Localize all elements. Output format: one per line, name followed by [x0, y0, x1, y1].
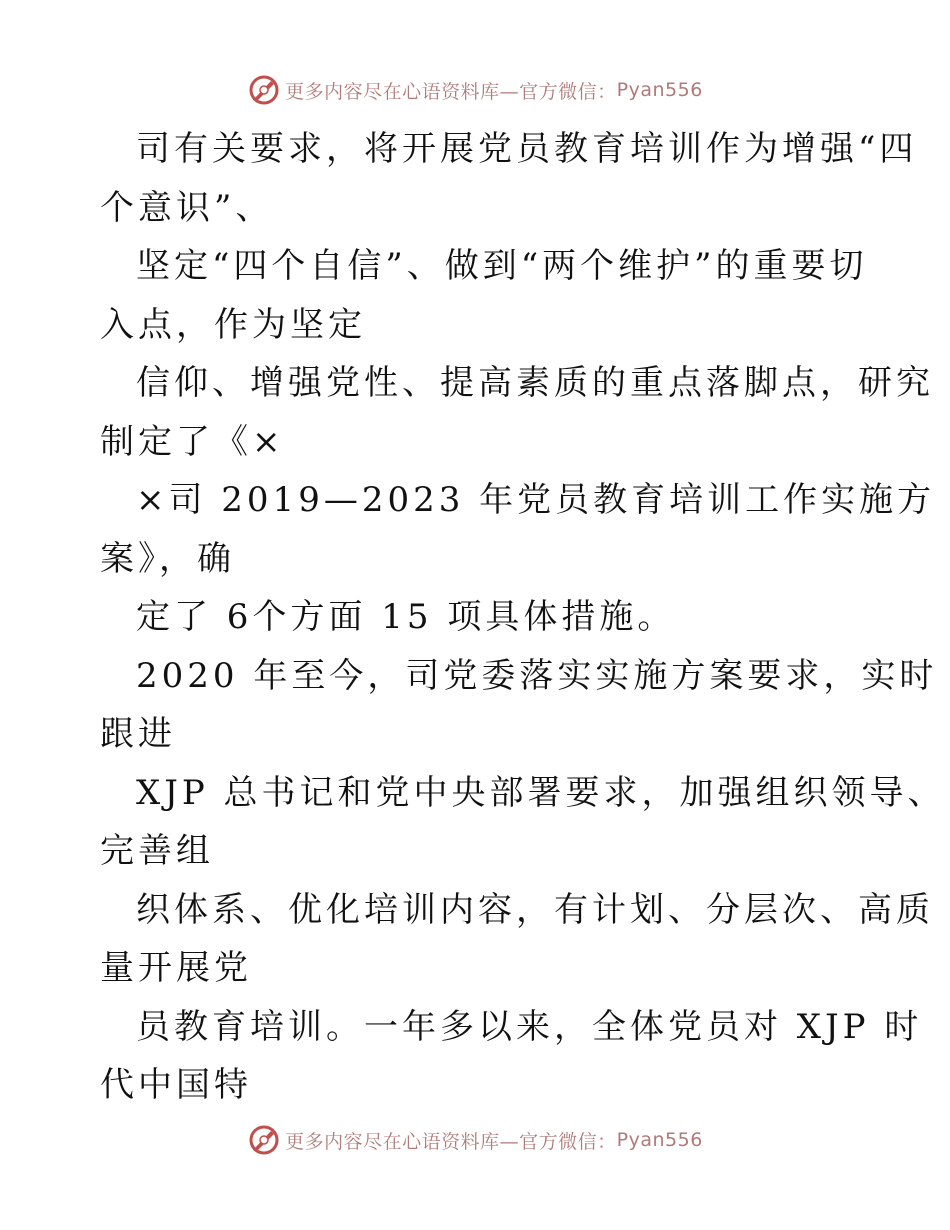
quill-logo-icon	[247, 1123, 281, 1157]
body-line: ×司 2019—2023 年党员教育培训工作实施方	[136, 480, 936, 520]
body-line: 代中国特	[100, 1065, 252, 1105]
body-line: 个意识”、	[100, 187, 274, 228]
watermark-text: 更多内容尽在心语资料库—官方微信：	[285, 1130, 617, 1153]
body-line: 制定了《×	[100, 421, 285, 462]
body-line: 司有关要求，将开展党员教育培训作为增强“四	[136, 129, 918, 169]
header-watermark	[0, 70, 950, 110]
body-line: 织体系、优化培训内容，有计划、分层次、高质	[136, 889, 934, 930]
footer-watermark	[0, 1120, 950, 1160]
body-line: 信仰、增强党性、提高素质的重点落脚点，研究	[136, 363, 934, 403]
watermark-wechat-id: Pyan556	[616, 1129, 703, 1151]
body-line: 量开展党	[100, 948, 252, 988]
document-body	[100, 120, 946, 1115]
quill-logo-icon	[247, 73, 281, 107]
body-line: 案》，确	[100, 538, 235, 579]
watermark-text: 更多内容尽在心语资料库—官方微信：	[285, 80, 617, 103]
body-line: 员教育培训。一年多以来，全体党员对 XJP 时	[136, 1006, 923, 1047]
watermark-wechat-id: Pyan556	[616, 79, 703, 101]
body-line: 入点，作为坚定	[100, 304, 366, 345]
body-line: 完善组	[100, 831, 214, 871]
body-line: 跟进	[100, 714, 176, 754]
body-line: 定了 6个方面 15 项具体措施。	[136, 597, 676, 637]
body-line: XJP 总书记和党中央部署要求，加强组织领导、	[136, 772, 946, 813]
body-line: 2020 年至今，司党委落实实施方案要求，实时	[136, 655, 938, 696]
body-line: 坚定“四个自信”、做到“两个维护”的重要切	[136, 246, 868, 286]
